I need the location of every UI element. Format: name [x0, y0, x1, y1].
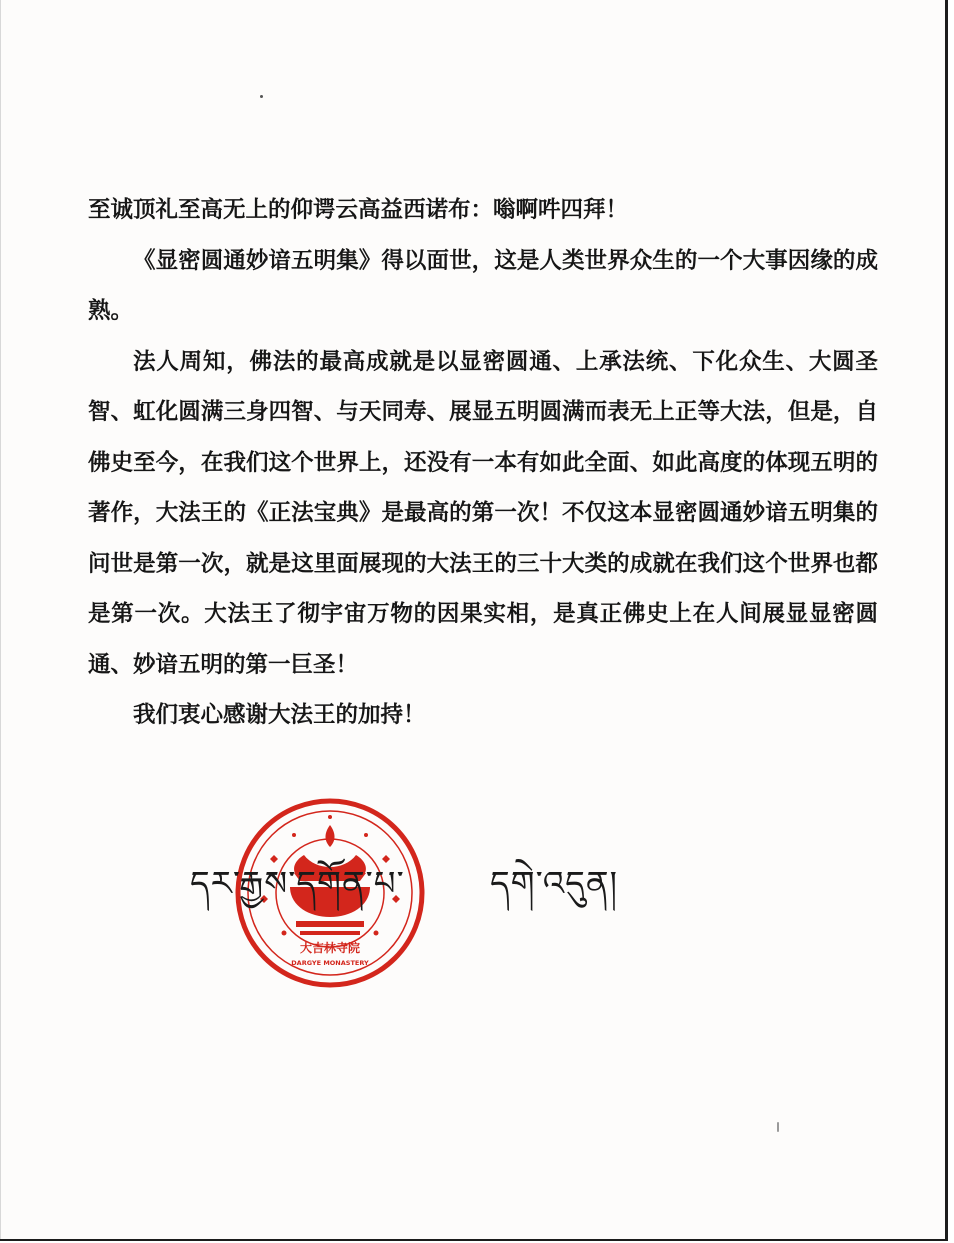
tibetan-signature-part2: དགེ་འདུན།	[490, 864, 619, 904]
tibetan-signature-part1: དར་རྒྱས་དགོན་པ་	[190, 864, 405, 904]
seal-chinese-text: 大吉林寺院	[299, 941, 361, 955]
paragraph-main: 法人周知，佛法的最高成就是以显密圆通、上承法统、下化众生、大圆圣智、虹化圆满三身四智、与天同寿、展显五明圆满而表无上正等大法，但是，自佛史至今，在我们这个世界上，还没有一本有如此全面、如此高度的体现五明的著作，大法王的《正法宝典》是最高的第一次！不仅这本显密圆通妙谙五明集的问世是第一次，就是这里面展现的大法王的三十大类的成就在我们这个世界也都是第一次。大法王了彻宇宙万物的因果实相，是真正佛史上在人间展显显密圆通、妙谙五明的第一巨圣！	[88, 348, 878, 678]
scan-speck	[777, 1122, 779, 1132]
paragraph-thanks: 我们衷心感谢大法王的加持！	[133, 702, 426, 728]
signature-area	[190, 795, 710, 995]
scan-speck	[260, 95, 263, 98]
letter-body	[88, 185, 878, 741]
page-edge	[0, 0, 1, 1239]
salutation: 至诚顶礼至高无上的仰谔云高益西诺布：嗡啊吽四拜！	[88, 197, 629, 223]
seal-english-text: DARGYE MONASTERY	[291, 959, 369, 967]
paragraph-intro: 《显密圆通妙谙五明集》得以面世，这是人类世界众生的一个大事因缘的成熟。	[88, 247, 878, 324]
